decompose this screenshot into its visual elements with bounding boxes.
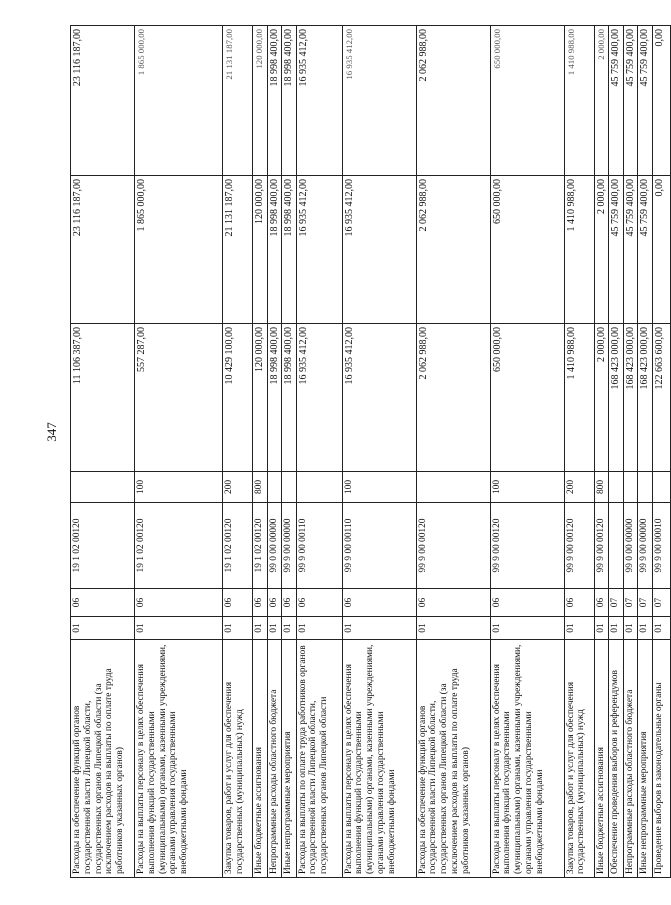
rotated-page — [70, 26, 665, 878]
subsection-code: 06 — [267, 589, 282, 617]
target-article-code — [609, 503, 624, 589]
section-code: 01 — [282, 617, 297, 640]
table-row — [223, 26, 253, 878]
expense-type-code — [609, 472, 624, 503]
amount-year-2: 2 000,00 — [594, 176, 609, 324]
expense-type-code — [638, 472, 653, 503]
amount-year-3: 16 935 412,00 — [342, 26, 416, 176]
subsection-code: 06 — [223, 589, 253, 617]
target-article-code: 99 9 00 00120 — [416, 503, 490, 589]
subsection-code: 06 — [416, 589, 490, 617]
subsection-code: 06 — [342, 589, 416, 617]
expense-type-code — [282, 472, 297, 503]
amount-year-1: 168 423 000,00 — [623, 324, 638, 472]
target-article-code: 99 9 00 00000 — [638, 503, 653, 589]
amount-year-2: 23 116 187,00 — [71, 176, 135, 324]
subsection-code: 07 — [638, 589, 653, 617]
target-article-code: 19 1 02 00120 — [71, 503, 135, 589]
section-code: 01 — [652, 617, 670, 640]
subsection-code: 06 — [296, 589, 342, 617]
table-row — [609, 26, 624, 878]
target-article-code: 99 9 00 00120 — [490, 503, 564, 589]
amount-year-1: 168 423 000,00 — [609, 324, 624, 472]
subsection-code: 06 — [282, 589, 297, 617]
table-row — [490, 26, 564, 878]
amount-year-3: 45 759 400,00 — [638, 26, 653, 176]
section-code: 01 — [490, 617, 564, 640]
budget-table — [70, 25, 671, 878]
row-name: Расходы на выплаты персоналу в целях обеспечения выполнения функций государственными (муниципальными) органами, казенными учреждениями, органами управления государственными внебюджетными фондами — [135, 640, 223, 878]
amount-year-3: 18 998 400,00 — [282, 26, 297, 176]
section-code: 01 — [609, 617, 624, 640]
amount-year-3: 2 000,00 — [594, 26, 609, 176]
amount-year-1: 122 663 600,00 — [652, 324, 670, 472]
table-row — [135, 26, 223, 878]
target-article-code: 99 0 00 00000 — [267, 503, 282, 589]
subsection-code: 07 — [623, 589, 638, 617]
section-code: 01 — [416, 617, 490, 640]
row-name: Непрограммные расходы областного бюджета — [267, 640, 282, 878]
section-code: 01 — [71, 617, 135, 640]
row-name: Непрограммные расходы областного бюджета — [623, 640, 638, 878]
section-code: 01 — [564, 617, 594, 640]
table-row — [253, 26, 268, 878]
amount-year-1: 168 423 000,00 — [638, 324, 653, 472]
amount-year-1: 120 000,00 — [253, 324, 268, 472]
row-name: Иные непрограммные мероприятия — [638, 640, 653, 878]
amount-year-2: 120 000,00 — [253, 176, 268, 324]
amount-year-1: 16 935 412,00 — [342, 324, 416, 472]
amount-year-3: 1 410 988,00 — [564, 26, 594, 176]
amount-year-2: 1 865 000,00 — [135, 176, 223, 324]
amount-year-3: 18 998 400,00 — [267, 26, 282, 176]
subsection-code: 07 — [652, 589, 670, 617]
amount-year-1: 11 106 387,00 — [71, 324, 135, 472]
section-code: 01 — [594, 617, 609, 640]
table-body — [71, 26, 671, 878]
amount-year-2: 16 935 412,00 — [342, 176, 416, 324]
expense-type-code: 100 — [342, 472, 416, 503]
amount-year-2: 21 131 187,00 — [223, 176, 253, 324]
expense-type-code — [416, 472, 490, 503]
amount-year-3: 1 865 000,00 — [135, 26, 223, 176]
amount-year-3: 23 116 187,00 — [71, 26, 135, 176]
section-code: 01 — [267, 617, 282, 640]
expense-type-code — [652, 472, 670, 503]
table-row — [71, 26, 135, 878]
amount-year-2: 45 759 400,00 — [638, 176, 653, 324]
subsection-code: 06 — [564, 589, 594, 617]
amount-year-3: 0,00 — [652, 26, 670, 176]
row-name: Закупка товаров, работ и услуг для обеспечения государственных (муниципальных) нужд — [564, 640, 594, 878]
subsection-code: 06 — [71, 589, 135, 617]
amount-year-2: 0,00 — [652, 176, 670, 324]
table-row — [416, 26, 490, 878]
amount-year-1: 2 000,00 — [594, 324, 609, 472]
amount-year-3: 650 000,00 — [490, 26, 564, 176]
amount-year-2: 16 935 412,00 — [296, 176, 342, 324]
row-name: Расходы на обеспечение функций органов государственной власти Липецкой области, государственных органов Липецкой области (за исключением расходов на выплаты по оплате труда работников указанных органов) — [71, 640, 135, 878]
subsection-code: 06 — [594, 589, 609, 617]
amount-year-2: 18 998 400,00 — [282, 176, 297, 324]
row-name: Иные бюджетные ассигнования — [253, 640, 268, 878]
expense-type-code — [296, 472, 342, 503]
amount-year-1: 18 998 400,00 — [267, 324, 282, 472]
subsection-code: 06 — [253, 589, 268, 617]
amount-year-2: 650 000,00 — [490, 176, 564, 324]
expense-type-code — [71, 472, 135, 503]
page-number: 347 — [44, 422, 59, 442]
amount-year-2: 18 998 400,00 — [267, 176, 282, 324]
section-code: 01 — [223, 617, 253, 640]
amount-year-3: 120 000,00 — [253, 26, 268, 176]
expense-type-code — [623, 472, 638, 503]
amount-year-1: 650 000,00 — [490, 324, 564, 472]
section-code: 01 — [623, 617, 638, 640]
table-row — [623, 26, 638, 878]
amount-year-2: 1 410 988,00 — [564, 176, 594, 324]
amount-year-1: 16 935 412,00 — [296, 324, 342, 472]
section-code: 01 — [638, 617, 653, 640]
target-article-code: 19 1 02 00120 — [223, 503, 253, 589]
expense-type-code: 800 — [253, 472, 268, 503]
target-article-code: 99 0 00 00000 — [623, 503, 638, 589]
amount-year-1: 557 287,00 — [135, 324, 223, 472]
amount-year-2: 2 062 988,00 — [416, 176, 490, 324]
amount-year-3: 21 131 187,00 — [223, 26, 253, 176]
row-name: Проведение выборов в законодательные органы — [652, 640, 670, 878]
table-row — [342, 26, 416, 878]
table-row — [296, 26, 342, 878]
table-row — [267, 26, 282, 878]
row-name: Расходы на выплаты персоналу в целях обеспечения выполнения функций государственными (муниципальными) органами, казенными учреждениями, органами управления государственными внебюджетными фондами — [490, 640, 564, 878]
amount-year-3: 45 759 400,00 — [609, 26, 624, 176]
table-row — [594, 26, 609, 878]
table-row — [282, 26, 297, 878]
row-name: Закупка товаров, работ и услуг для обеспечения государственных (муниципальных) нужд — [223, 640, 253, 878]
target-article-code: 99 9 00 00110 — [342, 503, 416, 589]
section-code: 01 — [342, 617, 416, 640]
target-article-code: 99 9 00 00110 — [296, 503, 342, 589]
target-article-code: 19 1 02 00120 — [135, 503, 223, 589]
expense-type-code: 100 — [490, 472, 564, 503]
subsection-code: 07 — [609, 589, 624, 617]
amount-year-1: 10 429 100,00 — [223, 324, 253, 472]
target-article-code: 19 1 02 00120 — [253, 503, 268, 589]
expense-type-code: 800 — [594, 472, 609, 503]
target-article-code: 99 9 00 00010 — [652, 503, 670, 589]
expense-type-code: 200 — [564, 472, 594, 503]
target-article-code: 99 9 00 00000 — [282, 503, 297, 589]
amount-year-3: 16 935 412,00 — [296, 26, 342, 176]
expense-type-code: 100 — [135, 472, 223, 503]
row-name: Обеспечение проведения выборов и референдумов — [609, 640, 624, 878]
section-code: 01 — [135, 617, 223, 640]
subsection-code: 06 — [490, 589, 564, 617]
table-row — [638, 26, 653, 878]
amount-year-3: 45 759 400,00 — [623, 26, 638, 176]
amount-year-3: 2 062 988,00 — [416, 26, 490, 176]
expense-type-code: 200 — [223, 472, 253, 503]
amount-year-1: 2 062 988,00 — [416, 324, 490, 472]
table-row — [652, 26, 670, 878]
section-code: 01 — [253, 617, 268, 640]
row-name: Расходы на выплаты по оплате труда работников органов государственной власти Липецкой области, государственных органов Липецкой области — [296, 640, 342, 878]
target-article-code: 99 9 00 00120 — [564, 503, 594, 589]
row-name: Иные непрограммные мероприятия — [282, 640, 297, 878]
amount-year-1: 1 410 988,00 — [564, 324, 594, 472]
amount-year-2: 45 759 400,00 — [623, 176, 638, 324]
section-code: 01 — [296, 617, 342, 640]
target-article-code: 99 9 00 00120 — [594, 503, 609, 589]
amount-year-1: 18 998 400,00 — [282, 324, 297, 472]
subsection-code: 06 — [135, 589, 223, 617]
amount-year-2: 45 759 400,00 — [609, 176, 624, 324]
row-name: Иные бюджетные ассигнования — [594, 640, 609, 878]
table-row — [564, 26, 594, 878]
row-name: Расходы на выплаты персоналу в целях обеспечения выполнения функций государственными (муниципальными) органами, казенными учреждениями, органами управления государственными внебюджетными фондами — [342, 640, 416, 878]
expense-type-code — [267, 472, 282, 503]
row-name: Расходы на обеспечение функций органов государственной власти Липецкой области, государственных органов Липецкой области (за исключением расходов на выплаты по оплате труда работников указанных органов) — [416, 640, 490, 878]
